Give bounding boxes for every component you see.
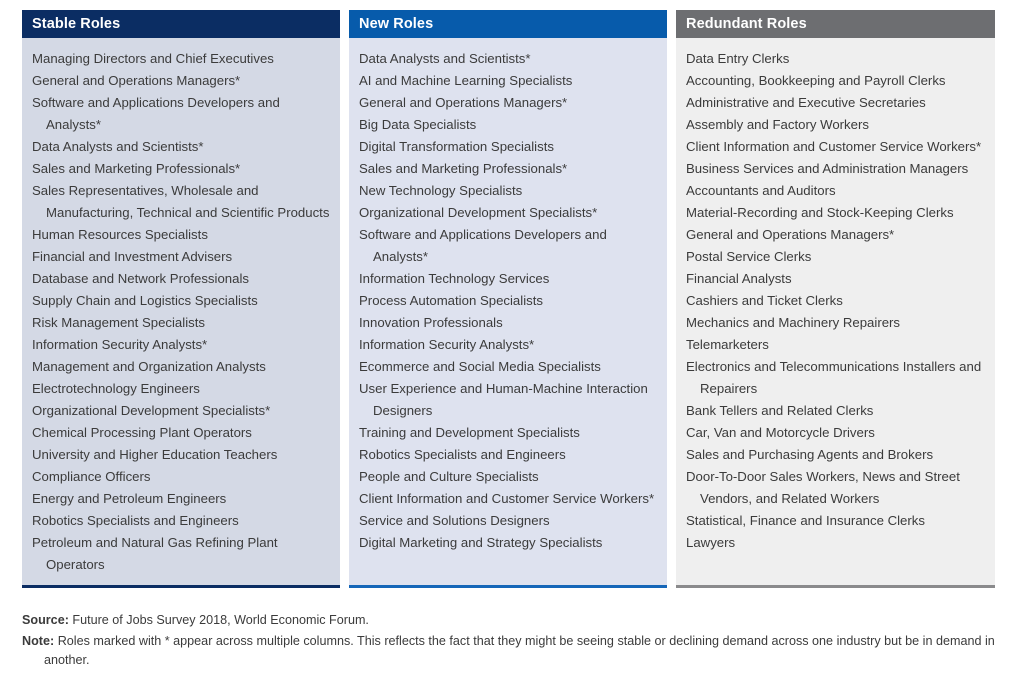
role-item: User Experience and Human-Machine Interaction Designers — [359, 381, 648, 418]
role-item: Sales and Marketing Professionals* — [359, 161, 568, 176]
column-body-stable-roles — [22, 38, 340, 588]
role-item: Electronics and Telecommunications Installers and Repairers — [686, 359, 982, 396]
role-item: Chemical Processing Plant Operators — [32, 425, 252, 440]
role-item: Postal Service Clerks — [686, 249, 812, 264]
role-item: Management and Organization Analysts — [32, 359, 266, 374]
column-body-new-roles — [349, 38, 667, 588]
role-item: Energy and Petroleum Engineers — [32, 491, 227, 506]
role-item: New Technology Specialists — [359, 183, 523, 198]
role-item: General and Operations Managers* — [32, 73, 241, 88]
role-item: Data Analysts and Scientists* — [359, 51, 531, 66]
roles-columns — [22, 10, 995, 588]
role-item: Sales and Marketing Professionals* — [32, 161, 241, 176]
footnote-source — [22, 611, 995, 630]
role-item: Bank Tellers and Related Clerks — [686, 403, 874, 418]
column-header-stable-roles: Stable Roles — [22, 10, 340, 38]
column-body-redundant-roles — [676, 38, 995, 588]
role-item: General and Operations Managers* — [359, 95, 568, 110]
role-item: Petroleum and Natural Gas Refining Plant Operators — [32, 535, 278, 572]
role-item: Statistical, Finance and Insurance Clerks — [686, 513, 925, 528]
role-item: Assembly and Factory Workers — [686, 117, 869, 132]
role-item: Sales and Purchasing Agents and Brokers — [686, 447, 934, 462]
role-item: Accountants and Auditors — [686, 183, 836, 198]
role-item: Client Information and Customer Service Workers* — [359, 491, 655, 506]
footnote-source-label: Source: — [22, 613, 69, 627]
role-item: Financial and Investment Advisers — [32, 249, 233, 264]
column-new-roles — [349, 10, 667, 588]
role-item: Sales Representatives, Wholesale and Manufacturing, Technical and Scientific Products — [32, 183, 330, 220]
role-item: Compliance Officers — [32, 469, 151, 484]
role-item: Telemarketers — [686, 337, 769, 352]
column-header-redundant-roles: Redundant Roles — [676, 10, 995, 38]
role-item: Data Entry Clerks — [686, 51, 790, 66]
column-stable-roles — [22, 10, 340, 588]
role-item: Training and Development Specialists — [359, 425, 580, 440]
role-item: Information Security Analysts* — [32, 337, 208, 352]
role-item: People and Culture Specialists — [359, 469, 539, 484]
role-item: Process Automation Specialists — [359, 293, 543, 308]
role-item: Managing Directors and Chief Executives — [32, 51, 274, 66]
role-item: Database and Network Professionals — [32, 271, 249, 286]
role-item: AI and Machine Learning Specialists — [359, 73, 573, 88]
role-item: Electrotechnology Engineers — [32, 381, 200, 396]
footnote-note — [22, 632, 995, 670]
role-item: Service and Solutions Designers — [359, 513, 550, 528]
roles-table — [22, 10, 995, 588]
role-item: Robotics Specialists and Engineers — [359, 447, 566, 462]
role-item: Administrative and Executive Secretaries — [686, 95, 926, 110]
role-item: Business Services and Administration Managers — [686, 161, 969, 176]
footnote-note-label: Note: — [22, 634, 55, 648]
role-item: Digital Marketing and Strategy Specialists — [359, 535, 603, 550]
role-item: Organizational Development Specialists* — [32, 403, 271, 418]
role-item: Client Information and Customer Service Workers* — [686, 139, 982, 154]
role-item: Risk Management Specialists — [32, 315, 205, 330]
role-item: Robotics Specialists and Engineers — [32, 513, 239, 528]
role-item: Mechanics and Machinery Repairers — [686, 315, 901, 330]
role-item: Big Data Specialists — [359, 117, 477, 132]
column-header-new-roles: New Roles — [349, 10, 667, 38]
role-item: Door-To-Door Sales Workers, News and Street Vendors, and Related Workers — [686, 469, 960, 506]
role-item: Cashiers and Ticket Clerks — [686, 293, 843, 308]
role-item: University and Higher Education Teachers — [32, 447, 278, 462]
role-item: Software and Applications Developers and Analysts* — [359, 227, 607, 264]
role-item: Material-Recording and Stock-Keeping Clerks — [686, 205, 954, 220]
role-item: Supply Chain and Logistics Specialists — [32, 293, 258, 308]
role-item: Data Analysts and Scientists* — [32, 139, 204, 154]
role-item: Accounting, Bookkeeping and Payroll Clerks — [686, 73, 946, 88]
role-item: Information Technology Services — [359, 271, 550, 286]
role-item: Innovation Professionals — [359, 315, 503, 330]
footnote-source-text: Future of Jobs Survey 2018, World Economic Forum. — [72, 613, 369, 627]
role-item: Information Security Analysts* — [359, 337, 535, 352]
role-item: Human Resources Specialists — [32, 227, 208, 242]
role-item: General and Operations Managers* — [686, 227, 895, 242]
column-redundant-roles — [676, 10, 995, 588]
role-item: Digital Transformation Specialists — [359, 139, 554, 154]
role-item: Car, Van and Motorcycle Drivers — [686, 425, 875, 440]
role-item: Software and Applications Developers and Analysts* — [32, 95, 280, 132]
footnotes — [22, 611, 995, 672]
role-item: Ecommerce and Social Media Specialists — [359, 359, 601, 374]
role-item: Lawyers — [686, 535, 736, 550]
footnote-note-text: Roles marked with * appear across multiple columns. This reflects the fact that they might be seeing stable or declining demand across one industry but be in demand in another. — [44, 634, 995, 667]
role-item: Organizational Development Specialists* — [359, 205, 598, 220]
role-item: Financial Analysts — [686, 271, 792, 286]
